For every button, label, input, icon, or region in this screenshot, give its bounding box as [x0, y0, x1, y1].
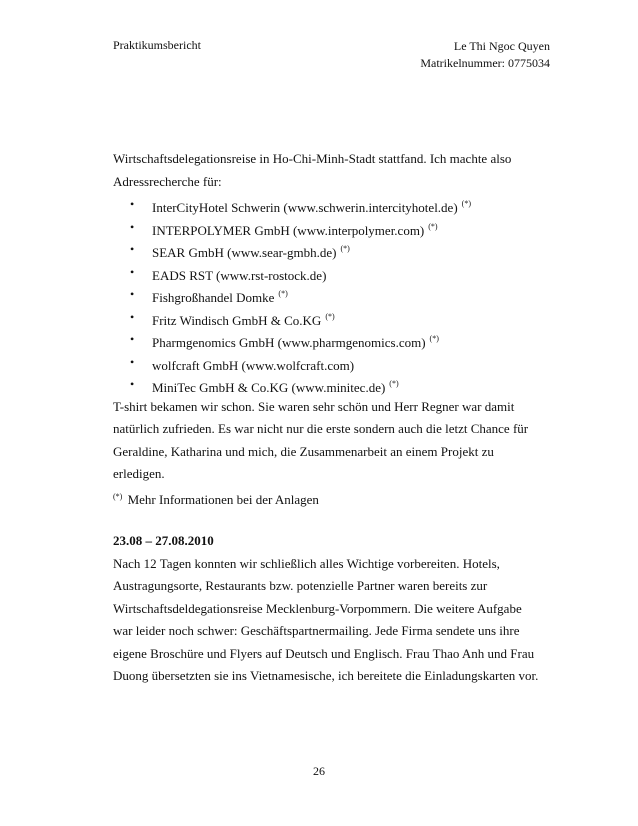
- list-item: [113, 351, 543, 374]
- footnote-mark: (*): [428, 221, 438, 231]
- body-text: [113, 148, 543, 688]
- list-item: [113, 193, 543, 216]
- list-item: [113, 306, 543, 329]
- section-heading: 23.08 – 27.08.2010: [113, 533, 214, 548]
- list-item: [113, 328, 543, 351]
- footnote-mark: (*): [113, 491, 123, 501]
- bullet-icon: •: [130, 354, 135, 369]
- footnote-mark: (*): [461, 199, 471, 208]
- list-item-text: INTERPOLYMER GmbH (www.interpolymer.com): [152, 222, 425, 238]
- header-matriculation-number: Matrikelnummer: 0775034: [420, 56, 550, 70]
- paragraph-line: Wirtschaftsdeldegationsreise Mecklenburg-Vorpommern. Die weitere Aufgabe: [113, 600, 522, 616]
- list-item-text: Pharmgenomics GmbH (www.pharmgenomics.com): [152, 335, 426, 350]
- paragraph-line: Nach 12 Tagen konnten wir schließlich alles Wichtige vorbereiten. Hotels,: [113, 555, 500, 571]
- page-number: 26: [313, 764, 325, 778]
- bullet-icon: •: [130, 219, 135, 234]
- list-item: [113, 216, 543, 239]
- list-item-text: EADS RST (www.rst-rostock.de): [152, 267, 327, 283]
- paragraph-line: Austragungsorte, Restaurants bzw. potenzielle Partner waren bereits zur: [113, 578, 488, 593]
- paragraph-line: T-shirt bekamen wir schon. Sie waren sehr schön und Herr Regner war damit: [113, 398, 515, 414]
- company-list: [113, 193, 543, 396]
- bullet-icon: •: [130, 242, 135, 256]
- header-author-block: [420, 38, 550, 72]
- bullet-icon: •: [130, 287, 135, 301]
- list-item: [113, 238, 543, 261]
- footnote-text: Mehr Informationen bei der Anlagen: [124, 491, 319, 507]
- bullet-icon: •: [130, 197, 135, 211]
- list-item-text: MiniTec GmbH & Co.KG (www.minitec.de): [152, 380, 386, 395]
- list-item-text: wolfcraft GmbH (www.wolfcraft.com): [152, 357, 355, 373]
- intro-line: Adressrecherche für:: [113, 173, 222, 189]
- list-item-text: Fritz Windisch GmbH & Co.KG: [152, 312, 322, 328]
- list-item-text: InterCityHotel Schwerin (www.schwerin.intercityhotel.de): [152, 200, 458, 215]
- bullet-icon: •: [130, 332, 135, 346]
- paragraph-line: natürlich zufrieden. Es war nicht nur die erste sondern auch die letzt Chance für: [113, 421, 529, 436]
- header-author-name: Le Thi Ngoc Quyen: [453, 39, 550, 53]
- list-item-text: SEAR GmbH (www.sear-gmbh.de): [152, 245, 337, 260]
- list-item: [113, 373, 543, 396]
- bullet-icon: •: [130, 309, 135, 324]
- paragraph-line: Duong übersetzten sie ins Vietnamesische, ich bereitete die Einladungskarten vor.: [113, 668, 539, 683]
- footnote: [113, 486, 543, 509]
- footnote-mark: (*): [325, 311, 335, 321]
- bullet-icon: •: [130, 264, 135, 279]
- paragraph-line: Geraldine, Katharina und mich, die Zusammenarbeit an einem Projekt zu: [113, 443, 494, 459]
- list-item-text: Fishgroßhandel Domke: [152, 290, 275, 305]
- paragraph-line: erledigen.: [113, 466, 165, 481]
- paragraph-line: war leider noch schwer: Geschäftspartnermailing. Jede Firma sendete uns ihre: [113, 623, 520, 638]
- intro-line: Wirtschaftsdelegationsreise in Ho-Chi-Minh-Stadt stattfand. Ich machte also: [113, 151, 512, 166]
- footnote-mark: (*): [278, 289, 288, 298]
- footnote-mark: (*): [429, 334, 439, 343]
- list-item: [113, 261, 543, 284]
- header-title: Praktikumsbericht: [113, 38, 201, 52]
- footnote-mark: (*): [389, 379, 399, 388]
- list-item: [113, 283, 543, 306]
- bullet-icon: •: [130, 377, 135, 391]
- paragraph-line: eigene Broschüre und Flyers auf Deutsch und Englisch. Frau Thao Anh und Frau: [113, 645, 535, 661]
- footnote-mark: (*): [340, 244, 350, 253]
